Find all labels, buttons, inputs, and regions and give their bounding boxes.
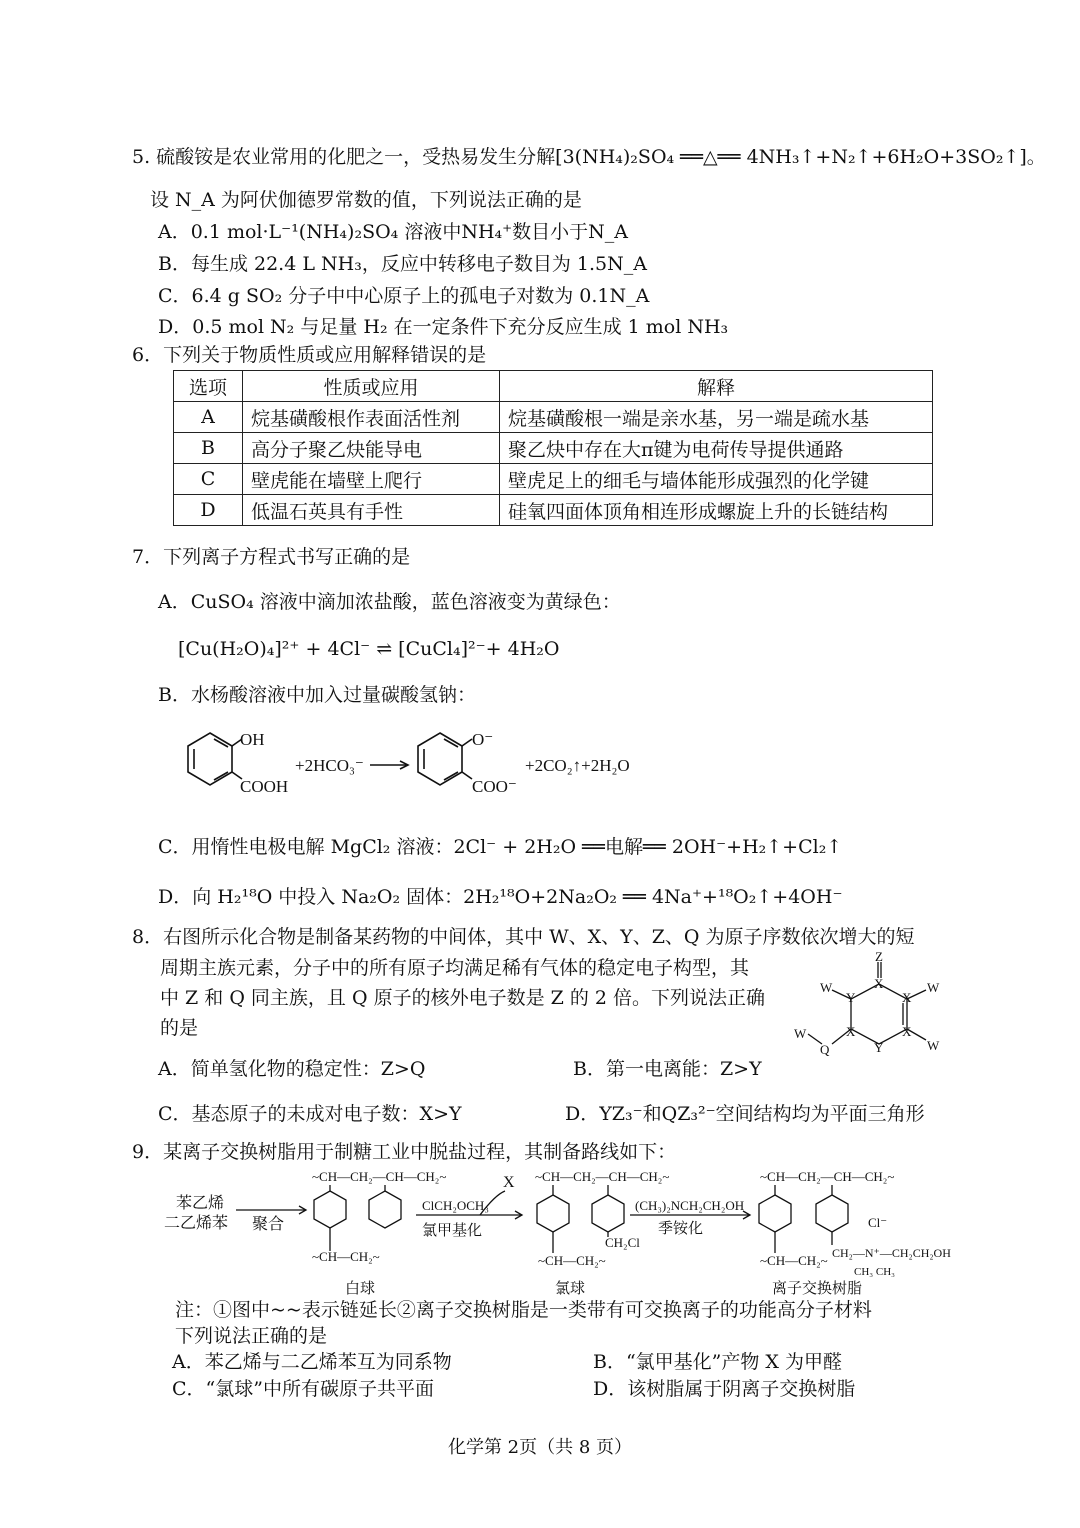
ring-2a bbox=[537, 1195, 569, 1232]
label-coo-minus: COO⁻ bbox=[472, 777, 517, 796]
atom-q: Q bbox=[820, 1042, 830, 1057]
q9-option-b: B．“氯甲基化”产物 X 为甲醛 bbox=[593, 1351, 842, 1373]
ring bbox=[851, 984, 907, 1044]
table-header-cell: 性质或应用 bbox=[243, 371, 500, 402]
table-header-row bbox=[174, 371, 933, 402]
q8-option-b: B．第一电离能：Z>Y bbox=[573, 1058, 762, 1080]
atom-x: X bbox=[874, 976, 884, 991]
atom-x: X bbox=[902, 990, 912, 1005]
atom-z: Z bbox=[875, 950, 883, 964]
q7-stem: 7．下列离子方程式书写正确的是 bbox=[132, 546, 411, 568]
salicylic-reaction-diagram bbox=[170, 725, 660, 815]
table-cell: 烷基磺酸根作表面活性剂 bbox=[243, 402, 500, 433]
step-chloromethylation: 氯甲基化 bbox=[422, 1223, 483, 1239]
quaternary-ammonium: CH₂—N⁺—CH₂CH₂OH bbox=[832, 1246, 951, 1260]
q5-option-c: C．6.4 g SO₂ 分子中中心原子上的孤电子对数为 0.1N_A bbox=[158, 285, 650, 307]
chain-top-2: ~CH—CH₂—CH—CH₂~ bbox=[535, 1169, 670, 1184]
table-cell: 高分子聚乙炔能导电 bbox=[243, 433, 500, 464]
atom-y: Y bbox=[846, 990, 856, 1005]
q9-synthesis-route-diagram bbox=[160, 1165, 960, 1300]
q7-option-d: D．向 H₂¹⁸O 中投入 Na₂O₂ 固体：2H₂¹⁸O+2Na₂O₂ ══ 4Na⁺+¹⁸O₂↑+4OH⁻ bbox=[158, 886, 843, 908]
atom-w: W bbox=[927, 1038, 940, 1053]
q8-stem-line3: 中 Z 和 Q 同主族，且 Q 原子的核外电子数是 Z 的 2 倍。下列说法正确 bbox=[160, 987, 766, 1009]
q9-option-d: D．该树脂属于阴离子交换树脂 bbox=[593, 1378, 856, 1400]
q7-option-a: A．CuSO₄ 溶液中滴加浓盐酸，蓝色溶液变为黄绿色： bbox=[158, 591, 621, 613]
page-footer: 化学第 2页（共 8 页） bbox=[447, 1437, 633, 1458]
q7-option-a-equation: [Cu(H₂O)₄]²⁺ + 4Cl⁻ ⇌ [CuCl₄]²⁻+ 4H₂O bbox=[178, 638, 560, 660]
label-white-bead: 白球 bbox=[345, 1281, 376, 1297]
ring-3a bbox=[759, 1195, 791, 1232]
table-cell: 低温石英具有手性 bbox=[243, 495, 500, 526]
q5-option-a: A．0.1 mol·L⁻¹(NH₄)₂SO₄ 溶液中NH₄⁺数目小于N_A bbox=[158, 221, 628, 243]
start-divinylbenzene: 二乙烯苯 bbox=[164, 1215, 229, 1232]
q8-option-a: A．简单氢化物的稳定性：Z>Q bbox=[158, 1058, 426, 1080]
label-cooh: COOH bbox=[240, 777, 289, 796]
ring-2b bbox=[592, 1195, 624, 1232]
ch2cl-label: CH₂Cl bbox=[605, 1235, 640, 1250]
table-row bbox=[174, 464, 933, 495]
label-o-minus: O⁻ bbox=[472, 730, 494, 749]
table-cell: 壁虎能在墙壁上爬行 bbox=[243, 464, 500, 495]
ring-3b bbox=[816, 1195, 848, 1232]
q8-stem-line4: 的是 bbox=[160, 1017, 199, 1039]
atom-w: W bbox=[820, 980, 833, 995]
chain-bottom-2: ~CH—CH₂~ bbox=[538, 1253, 606, 1268]
step-quaternization: 季铵化 bbox=[658, 1221, 704, 1237]
q9-note: 注：①图中~~表示链延长②离子交换树脂是一类带有可交换离子的功能高分子材料 bbox=[175, 1299, 872, 1321]
table-header-cell: 解释 bbox=[500, 371, 933, 402]
label-chloro-bead: 氯球 bbox=[555, 1281, 586, 1297]
label-hco3: +2HCO₃⁻ bbox=[295, 756, 364, 775]
methyl-groups: CH₃ CH₃ bbox=[854, 1266, 895, 1278]
atom-x: X bbox=[902, 1024, 912, 1039]
chain-bottom-1: ~CH—CH₂~ bbox=[312, 1249, 380, 1264]
label-products: +2CO₂↑+2H₂O bbox=[525, 756, 630, 775]
atom-y: Y bbox=[874, 1040, 884, 1055]
q5-stem-line1: 5. 硫酸铵是农业常用的化肥之一，受热易发生分解[3(NH₄)₂SO₄ ══△══ 4NH₃↑+N₂↑+6H₂O+3SO₂↑]。 bbox=[132, 146, 1046, 168]
label-ion-exchange-resin: 离子交换树脂 bbox=[772, 1281, 863, 1297]
q8-structure-diagram bbox=[780, 950, 950, 1060]
q9-question: 下列说法正确的是 bbox=[175, 1325, 328, 1347]
q6-table bbox=[173, 370, 933, 526]
table-row bbox=[174, 433, 933, 464]
q7-option-b: B．水杨酸溶液中加入过量碳酸氢钠： bbox=[158, 684, 476, 706]
chain-top-1: ~CH—CH₂—CH—CH₂~ bbox=[312, 1169, 447, 1184]
q5-option-d: D．0.5 mol N₂ 与足量 H₂ 在一定条件下充分反应生成 1 mol NH₃ bbox=[158, 316, 729, 338]
atom-w: W bbox=[794, 1026, 807, 1041]
table-cell: 聚乙炔中存在大π键为电荷传导提供通路 bbox=[500, 433, 933, 464]
q6-stem: 6．下列关于物质性质或应用解释错误的是 bbox=[132, 344, 487, 366]
chloride-ion: Cl⁻ bbox=[868, 1215, 888, 1230]
table-cell: A bbox=[174, 402, 243, 433]
chain-top-3: ~CH—CH₂—CH—CH₂~ bbox=[760, 1169, 895, 1184]
table-row bbox=[174, 402, 933, 433]
reagent-dimethylaminoethanol: (CH₃)₂NCH₂CH₂OH bbox=[635, 1198, 745, 1213]
table-cell: 烷基磺酸根一端是亲水基，另一端是疏水基 bbox=[500, 402, 933, 433]
q8-option-d: D．YZ₃⁻和QZ₃²⁻空间结构均为平面三角形 bbox=[565, 1103, 925, 1125]
table-cell: B bbox=[174, 433, 243, 464]
chain-bottom-3: ~CH—CH₂~ bbox=[760, 1253, 828, 1268]
q8-option-c: C．基态原子的未成对电子数：X>Y bbox=[158, 1103, 462, 1125]
table-row bbox=[174, 495, 933, 526]
table-cell: 硅氧四面体顶角相连形成螺旋上升的长链结构 bbox=[500, 495, 933, 526]
q9-stem: 9．某离子交换树脂用于制糖工业中脱盐过程，其制备路线如下： bbox=[132, 1141, 677, 1163]
table-cell: C bbox=[174, 464, 243, 495]
label-oh: OH bbox=[240, 730, 265, 749]
step-polymerize: 聚合 bbox=[252, 1216, 285, 1233]
reagent-chloromethyl-ether: ClCH₂OCH₃ bbox=[422, 1198, 489, 1213]
ring-1b bbox=[369, 1191, 401, 1228]
q8-stem-line2: 周期主族元素，分子中的所有原子均满足稀有气体的稳定电子构型，其 bbox=[160, 957, 750, 979]
q5-option-b: B．每生成 22.4 L NH₃，反应中转移电子数目为 1.5N_A bbox=[158, 253, 647, 275]
byproduct-x: X bbox=[503, 1174, 515, 1191]
table-cell: D bbox=[174, 495, 243, 526]
q7-option-c: C．用惰性电极电解 MgCl₂ 溶液：2Cl⁻ + 2H₂O ══电解══ 2OH⁻+H₂↑+Cl₂↑ bbox=[158, 836, 843, 858]
atom-w: W bbox=[927, 980, 940, 995]
q9-option-c: C．“氯球”中所有碳原子共平面 bbox=[172, 1378, 434, 1400]
q8-stem-line1: 8．右图所示化合物是制备某药物的中间体，其中 W、X、Y、Z、Q 为原子序数依次增大的短 bbox=[132, 926, 915, 948]
table-header-cell: 选项 bbox=[174, 371, 243, 402]
q5-stem-line2: 设 N_A 为阿伏伽德罗常数的值，下列说法正确的是 bbox=[150, 189, 582, 211]
q9-option-a: A．苯乙烯与二乙烯苯互为同系物 bbox=[172, 1351, 452, 1373]
atom-x: X bbox=[846, 1024, 856, 1039]
ring-1a bbox=[314, 1191, 346, 1228]
start-styrene: 苯乙烯 bbox=[176, 1195, 225, 1212]
table-cell: 壁虎足上的细毛与墙体能形成强烈的化学键 bbox=[500, 464, 933, 495]
